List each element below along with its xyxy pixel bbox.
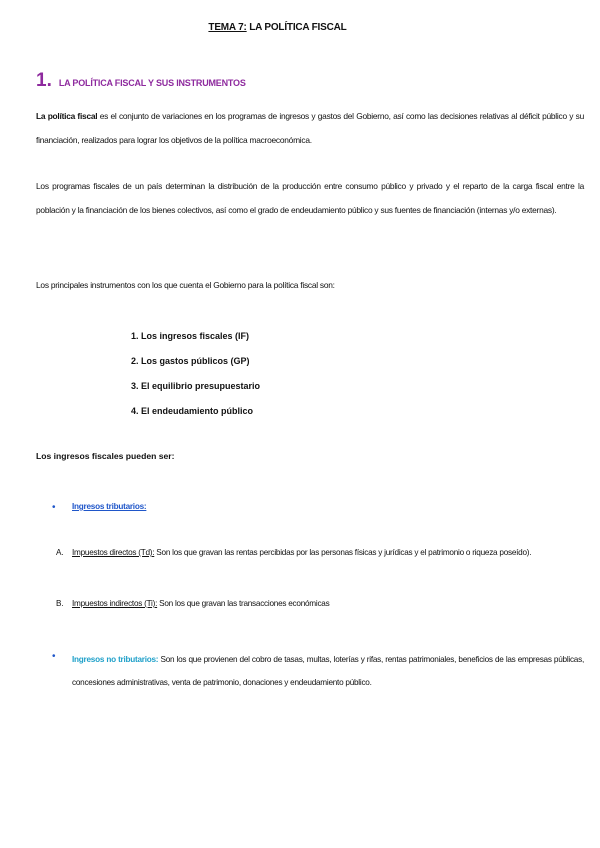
instruments-list	[131, 324, 260, 424]
definition-text: es el conjunto de variaciones en los programas de ingresos y gastos del Gobierno, así como las decisiones relativas al déficit público y su financiación, realizados para lograr los objetivos de la política macroeconómica.	[36, 111, 584, 145]
impuestos-indirectos-label: Impuestos indirectos (Ti):	[72, 599, 158, 608]
impuestos-directos-text: Son los que gravan las rentas percibidas por las personas físicas y jurídicas y el patrimonio o riqueza poseído).	[154, 548, 532, 557]
paragraph-instrumentos-intro: Los principales instrumentos con los que cuenta el Gobierno para la política fiscal son:	[36, 280, 335, 290]
section-title: LA POLÍTICA FISCAL Y SUS INSTRUMENTOS	[58, 78, 246, 88]
section-heading	[36, 70, 246, 92]
ingresos-heading: Los ingresos fiscales pueden ser:	[36, 451, 175, 461]
definition-term: La política fiscal	[36, 111, 98, 121]
bullet-no-tributarios	[52, 648, 584, 694]
tributarios-label: Ingresos tributarios:	[72, 502, 147, 511]
no-tributarios-text: Son los que provienen del cobro de tasas, multas, loterías y rifas, rentas patrimoniales, beneficios de las empresas públicas, concesiones administrativas, venta de patrimonio, donaciones y endeudamiento público.	[72, 655, 584, 687]
impuestos-directos-label: Impuestos directos (Td):	[72, 548, 155, 557]
list-item: 3. El equilibrio presupuestario	[131, 381, 261, 391]
list-item: 4. El endeudamiento público	[131, 406, 254, 416]
item-impuestos-directos	[56, 548, 531, 557]
title-prefix: TEMA 7:	[208, 22, 247, 33]
bullet-tributarios	[52, 502, 146, 514]
paragraph-programas: Los programas fiscales de un país determinan la distribución de la producción entre consumo público y privado y el reparto de la carga fiscal entre la población y la financiación de los bienes colectivos, así como el grado de endeudamiento público y sus fuentes de financiación (internas y/o externas).	[36, 181, 584, 215]
no-tributarios-label: Ingresos no tributarios:	[72, 655, 159, 664]
impuestos-indirectos-text: Son los que gravan las transacciones económicas	[157, 599, 330, 608]
bullet-icon: •	[52, 502, 56, 513]
paragraph-definition	[36, 104, 584, 152]
title-rest: LA POLÍTICA FISCAL	[246, 22, 347, 33]
item-impuestos-indirectos	[56, 599, 329, 608]
list-item: 2. Los gastos públicos (GP)	[131, 356, 250, 366]
section-number: 1.	[36, 70, 52, 91]
list-item: 1. Los ingresos fiscales (IF)	[131, 331, 250, 341]
page-title	[0, 22, 555, 33]
letter-a: A.	[56, 548, 64, 557]
letter-b: B.	[56, 599, 64, 608]
bullet-icon: •	[52, 651, 56, 662]
